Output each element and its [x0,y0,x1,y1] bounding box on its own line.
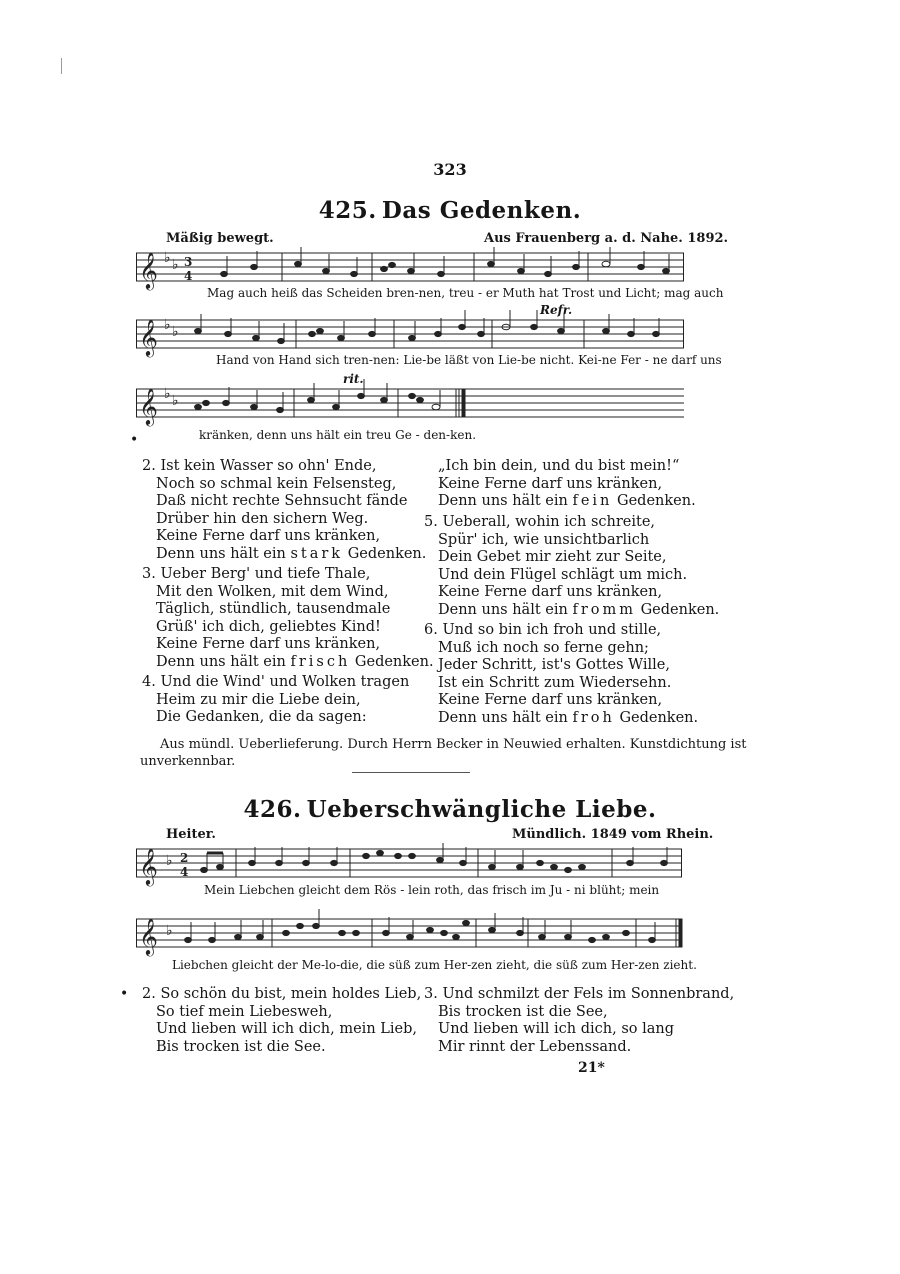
treble-clef-icon: 𝄞 [139,847,158,885]
treble-clef-icon: 𝄞 [139,387,158,425]
music-staff-system-4 [136,847,686,883]
music-staff-system-2 [136,318,686,354]
notes [201,843,668,873]
stanza-2: 2. Ist kein Wasser so ohn' Ende, Noch so schmal kein Felsensteg, Daß nicht rechte Sehnsucht fände Drüber hin den sichern Weg. Keine Ferne darf uns kränken, Denn uns hält ein stark Gedenken. [142,458,427,562]
section-divider [352,772,470,773]
page-number: 323 [433,160,467,179]
flat-icon: ♭ [172,324,179,340]
song-title-text: Ueberschwängliche Liebe. [306,796,657,823]
music-staff-system-3 [136,387,686,423]
lyrics-line: Hand von Hand sich tren-nen: Lie-be läßt von Lie-be nicht. Kei-ne Fer - ne darf uns [216,353,722,367]
time-signature-bottom: 4 [180,865,189,879]
stanza-4-continued: „Ich bin dein, und du bist mein!“ Keine Ferne darf uns kränken, Denn uns hält ein fein Gedenken. [438,458,696,509]
signature-mark: 21* [578,1060,605,1076]
margin-bullet: • [120,986,129,1002]
song-number: 426. [243,796,302,823]
song-number: 425. [318,197,377,224]
song-source: Mündlich. 1849 vom Rhein. [512,827,714,842]
source-note: Aus mündl. Ueberlieferung. Durch Herrn Becker in Neuwied erhalten. Kunstdichtung ist unverkennbar. [140,737,747,769]
song-source: Aus Frauenberg a. d. Nahe. 1892. [484,231,729,246]
flat-icon: ♭ [166,853,173,869]
flat-icon: ♭ [164,386,171,402]
ritardando-mark: rit. [343,372,364,386]
music-staff-system-5 [136,917,686,953]
lyrics-line: Liebchen gleicht der Me-lo-die, die süß zum Her-zen zieht, die süß zum Her-zen zieht. [172,958,697,972]
time-signature-top: 3 [184,255,193,269]
treble-clef-icon: 𝄞 [139,318,158,356]
tempo-marking: Heiter. [166,827,216,842]
lyrics-line: kränken, denn uns hält ein treu Ge - den-ken. [199,428,477,442]
treble-clef-icon: 𝄞 [139,251,158,289]
margin-bullet: • [130,432,139,448]
stanza-5: 5. Ueberall, wohin ich schreite, Spür' ich, wie unsichtbarlich Dein Gebet mir zieht zur Seite, Und dein Flügel schlägt um mich. Keine Ferne darf uns kränken, Denn uns hält ein fromm Gedenken. [424,514,720,618]
stanza-4: 4. Und die Wind' und Wolken tragen Heim zu mir die Liebe dein, Die Gedanken, die da sagen: [142,674,410,725]
treble-clef-icon: 𝄞 [139,917,158,955]
song-title [0,197,900,224]
margin-mark [61,58,62,74]
lyrics-line: Mag auch heiß das Scheiden bren-nen, treu - er Muth hat Trost und Licht; mag auch [207,286,724,300]
stanza-2: 2. So schön du bist, mein holdes Lieb, So tief mein Liebesweh, Und lieben will ich dich, mein Lieb, Bis trocken ist die See. [142,986,422,1055]
lyrics-line: Mein Liebchen gleicht dem Rös - lein roth, das frisch im Ju - ni blüht; mein [204,883,660,897]
flat-icon: ♭ [166,923,173,939]
time-signature-top: 2 [180,851,189,865]
flat-icon: ♭ [172,393,179,409]
stanza-6: 6. Und so bin ich froh und stille, Muß ich noch so ferne gehn; Jeder Schritt, ist's Gottes Wille, Ist ein Schritt zum Wiedersehn. Keine Ferne darf uns kränken, Denn uns hält ein froh Gedenken. [424,622,699,726]
refrain-mark: Refr. [540,303,573,317]
flat-icon: ♭ [164,317,171,333]
tempo-marking: Mäßig bewegt. [166,231,274,246]
notes [221,247,670,277]
stanza-3: 3. Und schmilzt der Fels im Sonnenbrand, Bis trocken ist die See, Und lieben will ich dich, so lang Mir rinnt der Lebenssand. [424,986,735,1055]
flat-icon: ♭ [172,257,179,273]
time-signature-bottom: 4 [184,269,193,283]
song-title-text: Das Gedenken. [381,197,582,224]
song-title [0,796,900,823]
stanza-3: 3. Ueber Berg' und tiefe Thale, Mit den Wolken, mit dem Wind, Täglich, stündlich, tausendmale Grüß' ich dich, geliebtes Kind! Keine Ferne darf uns kränken, Denn uns hält ein frisch Gedenken. [142,566,434,670]
flat-icon: ♭ [164,250,171,266]
music-staff-system-1 [136,251,686,287]
